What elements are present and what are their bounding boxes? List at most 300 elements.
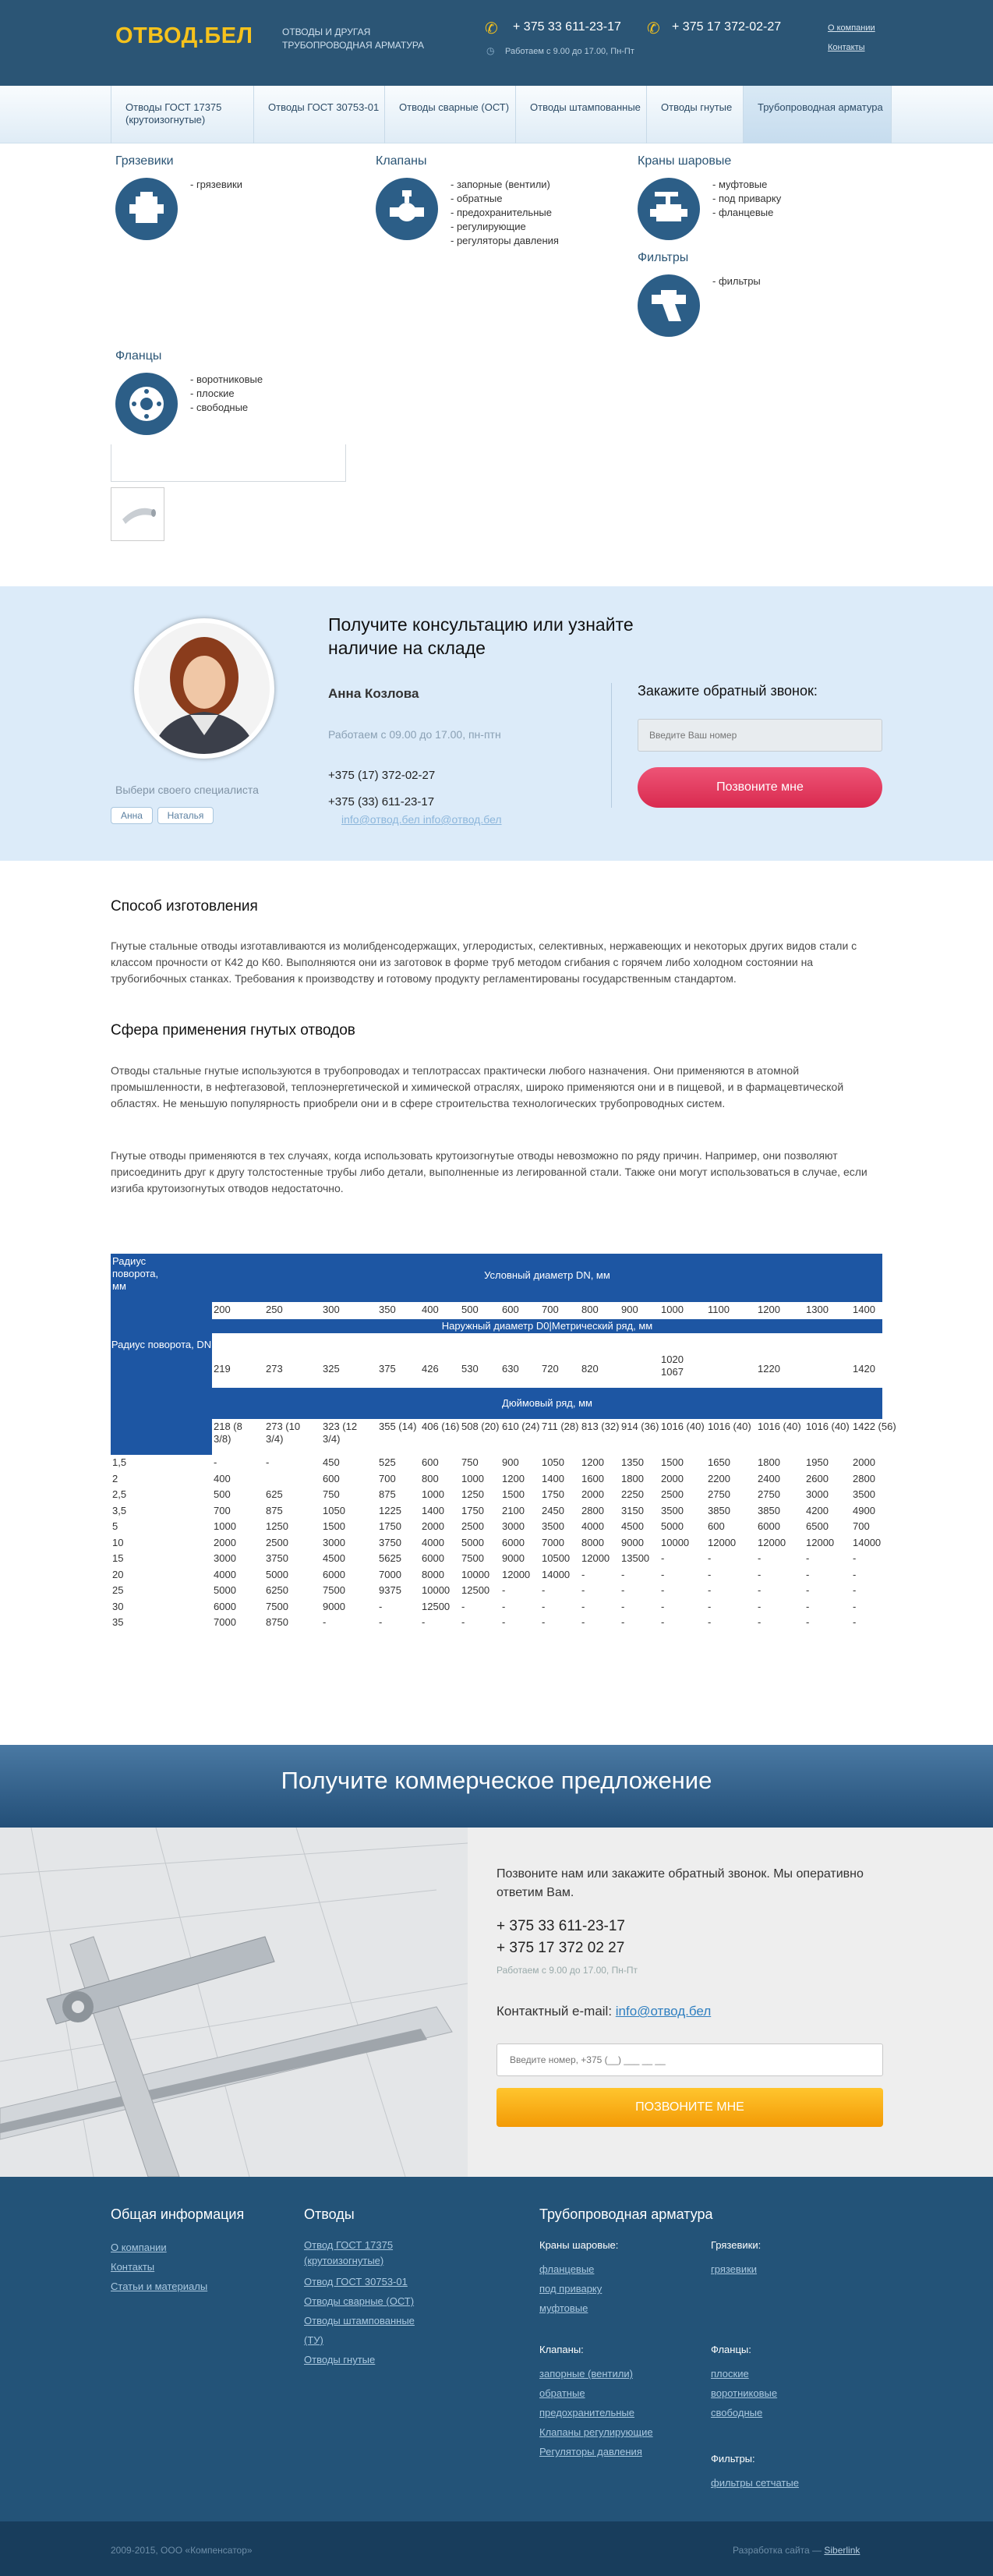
consult-title: Получите консультацию или узнайте наличие на складе bbox=[328, 614, 634, 658]
table-cell: - bbox=[581, 1616, 585, 1628]
table-cell: - bbox=[621, 1616, 625, 1628]
table-cell: 1400 bbox=[542, 1472, 564, 1484]
table-cell: 450 bbox=[323, 1456, 340, 1468]
table-cell: 273 (10 3/4) bbox=[266, 1421, 301, 1445]
paragraph: Гнутые отводы применяются в тех случаях, когда использовать крутоизогнутые отводы невозможно по ряду причин. Например, они позволяют присоединить друг к другу толстостенные трубы либо детали, выполненные из легированной стали. Также они могут использоваться в случае, если изгиба крутоизогнутых отводов недостаточно. bbox=[111, 1149, 868, 1194]
table-cell: 2800 bbox=[581, 1504, 604, 1516]
footer-title-elbows: Отводы bbox=[304, 2206, 355, 2222]
table-cell: 3500 bbox=[542, 1520, 564, 1532]
table-cell: 14000 bbox=[542, 1568, 571, 1580]
table-cell: - bbox=[661, 1584, 665, 1596]
table-cell: - bbox=[806, 1584, 810, 1596]
table-cell: 325 bbox=[323, 1363, 340, 1375]
cat-list-flanges bbox=[190, 373, 263, 415]
table-cell: 625 bbox=[266, 1488, 283, 1500]
table-cell: - bbox=[379, 1600, 383, 1612]
table-cell: 350 bbox=[379, 1304, 396, 1315]
table-cell: 1300 bbox=[806, 1304, 829, 1315]
table-cell: - bbox=[853, 1600, 857, 1612]
table-cell: 1950 bbox=[806, 1456, 829, 1468]
footer-link[interactable]: Отводы гнутые bbox=[304, 2354, 376, 2365]
table-cell: 406 (16) bbox=[422, 1421, 460, 1432]
list-item[interactable]: - муфтовые bbox=[712, 179, 768, 190]
table-cell: - bbox=[758, 1600, 762, 1612]
footer-title-fittings: Трубопроводная арматура bbox=[539, 2206, 713, 2222]
footer-subtitle: Клапаны: bbox=[539, 2344, 584, 2355]
footer-link[interactable]: О компании bbox=[111, 2242, 167, 2253]
header-phone-2[interactable]: + 375 17 372-02-27 bbox=[672, 20, 782, 34]
table-cell: 720 bbox=[542, 1363, 559, 1375]
table-cell: 1750 bbox=[461, 1504, 484, 1516]
table-header-outer: Наружный диаметр D0|Метрический ряд, мм bbox=[212, 1319, 882, 1333]
table-cell: - bbox=[581, 1600, 585, 1612]
table-cell: 3750 bbox=[266, 1552, 288, 1564]
table-cell: 12000 bbox=[758, 1536, 786, 1548]
table-cell: 2100 bbox=[502, 1504, 525, 1516]
paragraph: Гнутые стальные отводы изготавливаются из молибденсодержащих, углеродистых, селективных, нержавеющих и некоторых других видов стали с классом прочности от К42 до К60. Выполняются они из заготовок в форме труб методом сгибания с горячем либо холодном состоянии на трубогибочных станках. Требования к производству и готовому продукту регламентированы государственным стандартом. bbox=[111, 939, 857, 985]
table-cell: 7500 bbox=[461, 1552, 484, 1564]
table-cell: 1420 bbox=[853, 1363, 875, 1375]
table-cell: 3850 bbox=[758, 1504, 780, 1516]
table-cell: 1050 bbox=[323, 1504, 345, 1516]
table-cell: - bbox=[422, 1616, 426, 1628]
table-cell: 10 bbox=[112, 1536, 124, 1548]
nav-item-gost30753[interactable]: Отводы ГОСТ 30753-01 bbox=[254, 86, 385, 143]
table-cell: 25 bbox=[112, 1584, 124, 1596]
cat-title-valves[interactable]: Клапаны bbox=[376, 154, 427, 168]
footer-link[interactable]: плоские bbox=[711, 2368, 749, 2380]
specialist-name: Анна Козлова bbox=[328, 686, 419, 701]
cat-list-filters bbox=[712, 274, 761, 288]
offer-title: Получите коммерческое предложение bbox=[281, 1767, 712, 1794]
table-cell: 1016 (40) bbox=[661, 1421, 705, 1432]
table-cell: - bbox=[621, 1600, 625, 1612]
table-cell: 1020 1067 bbox=[661, 1353, 684, 1378]
table-cell: 4900 bbox=[853, 1504, 875, 1516]
header-hours: Работаем с 9.00 до 17.00, Пн-Пт bbox=[505, 47, 634, 56]
table-cell: - bbox=[661, 1616, 665, 1628]
logo[interactable]: ОТВОД.БЕЛ bbox=[115, 23, 253, 48]
table-cell: 5625 bbox=[379, 1552, 401, 1564]
table-cell: 3150 bbox=[621, 1504, 644, 1516]
paragraph: Отводы стальные гнутые используются в трубопроводах и теплотрассах практически любого назначения. Они применяются в атомной промышленности, в нефтегазовой, теплоэнергетической и химической отраслях, широко применяются они и в пищевой, и в фармацевтической областях. Не меньшую популярность приобрели они и в сфере строительства технологических трубопроводных систем. bbox=[111, 1064, 844, 1109]
table-cell: 10000 bbox=[422, 1584, 451, 1596]
table-cell: 820 bbox=[581, 1363, 599, 1375]
table-cell: 875 bbox=[266, 1504, 283, 1516]
table-header-inch: Дюймовый ряд, мм bbox=[212, 1388, 882, 1419]
tagline: ОТВОДЫ И ДРУГАЯ ТРУБОПРОВОДНАЯ АРМАТУРА bbox=[282, 27, 425, 51]
table-cell: 12000 bbox=[581, 1552, 610, 1564]
table-cell: 4000 bbox=[581, 1520, 604, 1532]
table-header-radius: Радиус поворота, мм bbox=[111, 1254, 160, 1294]
table-cell: 2750 bbox=[758, 1488, 780, 1500]
table-cell: 3850 bbox=[708, 1504, 730, 1516]
dirt-trap-icon[interactable] bbox=[115, 178, 178, 240]
specialist-phone-1[interactable]: +375 (17) 372-02-27 bbox=[328, 769, 436, 782]
table-cell: 5 bbox=[112, 1520, 118, 1532]
offer-phone-1[interactable]: + 375 33 611-23-17 bbox=[497, 1918, 625, 1934]
footer-link[interactable]: предохранительные bbox=[539, 2407, 635, 2419]
table-cell: 6000 bbox=[422, 1552, 444, 1564]
table-cell: 9375 bbox=[379, 1584, 401, 1596]
table-cell: 1,5 bbox=[112, 1456, 127, 1468]
table-cell: 9000 bbox=[621, 1536, 644, 1548]
table-cell: 2000 bbox=[581, 1488, 604, 1500]
footer bbox=[0, 2177, 993, 2521]
table-cell: 2500 bbox=[661, 1488, 684, 1500]
table-cell: 1200 bbox=[581, 1456, 604, 1468]
footer-title-general: Общая информация bbox=[111, 2206, 245, 2222]
table-cell: - bbox=[853, 1552, 857, 1564]
flange-icon[interactable] bbox=[115, 373, 178, 435]
list-item[interactable]: - регуляторы давления bbox=[451, 235, 559, 246]
table-cell: - bbox=[806, 1600, 810, 1612]
table-cell: 2000 bbox=[853, 1456, 875, 1468]
table-cell: 1750 bbox=[542, 1488, 564, 1500]
footer-links-filters bbox=[711, 2473, 799, 2493]
product-image-frame bbox=[111, 444, 346, 482]
table-cell: 5000 bbox=[461, 1536, 484, 1548]
table-cell: 12500 bbox=[422, 1600, 451, 1612]
table-cell: 12000 bbox=[806, 1536, 835, 1548]
table-cell: - bbox=[758, 1552, 762, 1564]
table-cell: 1500 bbox=[502, 1488, 525, 1500]
table-cell: 20 bbox=[112, 1568, 124, 1580]
offer-call-button[interactable]: ПОЗВОНИТЕ МНЕ bbox=[497, 2088, 883, 2127]
copyright: 2009-2015, ООО «Компенсатор» bbox=[111, 2545, 253, 2556]
table-cell: 2750 bbox=[708, 1488, 730, 1500]
header-phone-1[interactable]: + 375 33 611-23-17 bbox=[513, 20, 621, 34]
filter-icon[interactable] bbox=[638, 274, 700, 337]
table-cell: - bbox=[214, 1456, 217, 1468]
table-cell: 1250 bbox=[461, 1488, 484, 1500]
table-cell: - bbox=[581, 1584, 585, 1596]
choose-specialist-label: Выбери своего специалиста bbox=[115, 784, 259, 796]
table-cell: 3,5 bbox=[112, 1504, 127, 1516]
table-cell: 2200 bbox=[708, 1472, 730, 1484]
specialist-photo bbox=[134, 618, 274, 759]
table-cell: 6000 bbox=[758, 1520, 780, 1532]
nav-item-stamped[interactable]: Отводы штампованные bbox=[516, 86, 647, 143]
table-cell: 10000 bbox=[661, 1536, 690, 1548]
phone-icon: ✆ bbox=[647, 20, 660, 37]
table-cell: 9000 bbox=[323, 1600, 345, 1612]
nav-item-bent[interactable]: Отводы гнутые bbox=[647, 86, 744, 143]
table-cell: 1016 (40) bbox=[758, 1421, 801, 1432]
table-cell: 600 bbox=[323, 1472, 340, 1484]
table-cell: 200 bbox=[214, 1304, 231, 1315]
table-header-radius-dn: Радиус поворота, DN bbox=[111, 1339, 212, 1350]
table-cell: 610 (24) bbox=[502, 1421, 540, 1432]
list-item[interactable]: - обратные bbox=[451, 193, 503, 204]
nav-item-gost17375[interactable]: Отводы ГОСТ 17375 (крутоизогнутые) bbox=[111, 86, 254, 143]
table-cell: 35 bbox=[112, 1616, 124, 1628]
table-cell: - bbox=[542, 1600, 546, 1612]
table-cell: 600 bbox=[502, 1304, 519, 1315]
specialist-email[interactable]: info@отвод.бел info@отвод.бел bbox=[341, 813, 502, 826]
table-cell: - bbox=[853, 1616, 857, 1628]
table-cell: 4000 bbox=[422, 1536, 444, 1548]
table-cell: 700 bbox=[214, 1504, 231, 1516]
table-cell: 355 (14) bbox=[379, 1421, 417, 1432]
table-cell: 7000 bbox=[379, 1568, 401, 1580]
table-cell: - bbox=[758, 1616, 762, 1628]
table-cell: 2 bbox=[112, 1472, 118, 1484]
ball-valve-icon[interactable] bbox=[638, 178, 700, 240]
table-cell: 530 bbox=[461, 1363, 479, 1375]
section-title-application: Сфера применения гнутых отводов bbox=[111, 1022, 355, 1039]
table-cell: - bbox=[708, 1568, 712, 1580]
table-cell: 1422 (56) bbox=[853, 1421, 896, 1432]
table-cell: - bbox=[621, 1568, 625, 1580]
list-item[interactable]: - фильтры bbox=[712, 275, 761, 287]
cat-list-dirt-traps bbox=[190, 178, 242, 192]
table-cell: - bbox=[806, 1616, 810, 1628]
specialist-phone-2[interactable]: +375 (33) 611-23-17 bbox=[328, 795, 435, 809]
table-cell: 1100 bbox=[708, 1304, 730, 1315]
clock-icon: ◷ bbox=[486, 45, 495, 56]
table-cell: 6000 bbox=[502, 1536, 525, 1548]
table-cell: 1650 bbox=[708, 1456, 730, 1468]
table-cell: - bbox=[853, 1568, 857, 1580]
table-cell: 1400 bbox=[853, 1304, 875, 1315]
offer-email-label: Контактный e-mail: bbox=[497, 2004, 616, 2019]
table-cell: - bbox=[502, 1584, 506, 1596]
list-item[interactable]: - грязевики bbox=[190, 179, 242, 190]
specialist-tab-natalya[interactable]: Наталья bbox=[157, 807, 214, 824]
footer-link[interactable]: муфтовые bbox=[539, 2302, 588, 2314]
table-cell: 1016 (40) bbox=[806, 1421, 850, 1432]
table-cell: 914 (36) bbox=[621, 1421, 659, 1432]
table-cell: 875 bbox=[379, 1488, 396, 1500]
table-cell: 6250 bbox=[266, 1584, 288, 1596]
table-cell: 1800 bbox=[621, 1472, 644, 1484]
cat-list-ball-valves bbox=[712, 178, 781, 220]
list-item[interactable]: - фланцевые bbox=[712, 207, 774, 218]
table-cell: 813 (32) bbox=[581, 1421, 620, 1432]
table-cell: 700 bbox=[853, 1520, 870, 1532]
list-item[interactable]: - плоские bbox=[190, 387, 235, 399]
table-cell: - bbox=[806, 1552, 810, 1564]
table-cell: 750 bbox=[323, 1488, 340, 1500]
table-cell: - bbox=[806, 1568, 810, 1580]
footer-link[interactable]: запорные (вентили) bbox=[539, 2368, 633, 2380]
footer-link[interactable]: грязевики bbox=[711, 2263, 758, 2275]
table-cell: 1250 bbox=[266, 1520, 288, 1532]
table-cell: 3000 bbox=[806, 1488, 829, 1500]
table-cell: 12000 bbox=[502, 1568, 531, 1580]
table-cell: 5000 bbox=[214, 1584, 236, 1596]
table-cell: 9000 bbox=[502, 1552, 525, 1564]
list-item[interactable]: - регулирующие bbox=[451, 221, 526, 232]
table-cell: 1800 bbox=[758, 1456, 780, 1468]
table-cell: 12500 bbox=[461, 1584, 490, 1596]
table-cell: - bbox=[379, 1616, 383, 1628]
callback-button[interactable]: Позвоните мне bbox=[638, 767, 882, 808]
table-cell: 3000 bbox=[214, 1552, 236, 1564]
table-cell: 600 bbox=[708, 1520, 725, 1532]
table-cell: 800 bbox=[422, 1472, 439, 1484]
table-cell: 1050 bbox=[542, 1456, 564, 1468]
top-links bbox=[828, 19, 875, 58]
table-cell: - bbox=[542, 1584, 546, 1596]
table-cell: 1200 bbox=[502, 1472, 525, 1484]
table-cell: 7000 bbox=[542, 1536, 564, 1548]
table-cell: - bbox=[461, 1616, 465, 1628]
table-cell: 30 bbox=[112, 1600, 124, 1612]
table-cell: 7500 bbox=[323, 1584, 345, 1596]
divider bbox=[611, 683, 612, 808]
footer-links-flanges bbox=[711, 2364, 777, 2422]
nav-item-welded[interactable]: Отводы сварные (ОСТ) bbox=[385, 86, 516, 143]
table-cell: 2000 bbox=[214, 1536, 236, 1548]
footer-link[interactable]: Отводы штампованные (ТУ) bbox=[304, 2315, 415, 2346]
footer-subtitle: Грязевики: bbox=[711, 2239, 762, 2251]
footer-links-elbows bbox=[304, 2238, 436, 2369]
table-cell: 219 bbox=[214, 1363, 231, 1375]
table-cell: 525 bbox=[379, 1456, 396, 1468]
table-cell: 300 bbox=[323, 1304, 340, 1315]
developer-link[interactable]: Siberlink bbox=[824, 2545, 860, 2556]
table-cell: 1200 bbox=[758, 1304, 780, 1315]
table-cell: 3000 bbox=[323, 1536, 345, 1548]
valve-icon[interactable] bbox=[376, 178, 438, 240]
link-contacts[interactable]: Контакты bbox=[828, 43, 865, 52]
table-cell: 8000 bbox=[581, 1536, 604, 1548]
table-cell: 5000 bbox=[661, 1520, 684, 1532]
table-cell: 4500 bbox=[621, 1520, 644, 1532]
table-cell: 375 bbox=[379, 1363, 396, 1375]
table-cell: 8000 bbox=[422, 1568, 444, 1580]
table-cell: 2000 bbox=[422, 1520, 444, 1532]
table-cell: 1000 bbox=[661, 1304, 684, 1315]
table-cell: 2500 bbox=[461, 1520, 484, 1532]
table-cell: 500 bbox=[214, 1488, 231, 1500]
offer-phone-2[interactable]: + 375 17 372 02 27 bbox=[497, 1940, 625, 1956]
list-item[interactable]: - запорные (вентили) bbox=[451, 179, 550, 190]
specialist-hours: Работаем с 09.00 до 17.00, пн-птн bbox=[328, 728, 501, 741]
table-cell: - bbox=[708, 1552, 712, 1564]
table-cell: 750 bbox=[461, 1456, 479, 1468]
table-cell: - bbox=[621, 1584, 625, 1596]
footer-link[interactable]: воротниковые bbox=[711, 2387, 778, 2399]
table-cell: 2500 bbox=[266, 1536, 288, 1548]
table-cell: 7500 bbox=[266, 1600, 288, 1612]
table-cell: 500 bbox=[461, 1304, 479, 1315]
list-item[interactable]: - воротниковые bbox=[190, 373, 263, 385]
table-cell: 3000 bbox=[502, 1520, 525, 1532]
footer-link[interactable]: фланцевые bbox=[539, 2263, 595, 2275]
table-cell: - bbox=[708, 1584, 712, 1596]
table-cell: 4500 bbox=[323, 1552, 345, 1564]
footer-link[interactable]: Клапаны регулирующие bbox=[539, 2426, 653, 2438]
table-cell: - bbox=[708, 1600, 712, 1612]
footer-link[interactable]: Отвод ГОСТ 17375 (крутоизогнутые) bbox=[304, 2239, 394, 2266]
footer-link[interactable]: Регуляторы давления bbox=[539, 2446, 642, 2457]
table-cell: 1400 bbox=[422, 1504, 444, 1516]
table-cell: 400 bbox=[422, 1304, 439, 1315]
offer-phone-input[interactable] bbox=[497, 2043, 883, 2076]
table-cell: - bbox=[661, 1568, 665, 1580]
drafting-tools-illustration bbox=[0, 1828, 468, 2177]
table-cell: 6000 bbox=[323, 1568, 345, 1580]
table-cell: 3500 bbox=[661, 1504, 684, 1516]
section-title-manufacturing: Способ изготовления bbox=[111, 898, 258, 915]
footer-link[interactable]: Отводы сварные (ОСТ) bbox=[304, 2295, 415, 2307]
table-cell: 800 bbox=[581, 1304, 599, 1315]
table-cell: 1016 (40) bbox=[708, 1421, 751, 1432]
cat-title-dirt-traps[interactable]: Грязевики bbox=[115, 154, 174, 168]
table-cell: 2,5 bbox=[112, 1488, 127, 1500]
specialist-tab-anna[interactable]: Анна bbox=[111, 807, 153, 824]
cat-title-filters[interactable]: Фильтры bbox=[638, 251, 689, 264]
offer-email-link[interactable]: info@отвод.бел bbox=[615, 2004, 712, 2019]
cat-title-flanges[interactable]: Фланцы bbox=[115, 349, 162, 363]
nav-item-pipeline-fittings[interactable]: Трубопроводная арматура bbox=[744, 86, 892, 143]
footer-links-dirt-traps bbox=[711, 2259, 757, 2279]
table-cell: 1000 bbox=[422, 1488, 444, 1500]
footer-link[interactable]: Контакты bbox=[111, 2261, 155, 2273]
table-cell: 273 bbox=[266, 1363, 283, 1375]
table-cell: 900 bbox=[502, 1456, 519, 1468]
table-cell: 218 (8 3/8) bbox=[214, 1421, 242, 1445]
callback-phone-input[interactable] bbox=[638, 719, 882, 752]
footer-link[interactable]: фильтры сетчатые bbox=[711, 2477, 799, 2489]
product-thumbnail[interactable] bbox=[111, 487, 164, 541]
footer-subtitle: Краны шаровые: bbox=[539, 2239, 619, 2251]
table-cell: 900 bbox=[621, 1304, 638, 1315]
table-cell: 2400 bbox=[758, 1472, 780, 1484]
list-item[interactable]: - свободные bbox=[190, 402, 249, 413]
table-cell: 1225 bbox=[379, 1504, 401, 1516]
table-cell: 4200 bbox=[806, 1504, 829, 1516]
table-cell: - bbox=[661, 1600, 665, 1612]
table-cell: 711 (28) bbox=[542, 1421, 579, 1432]
footer-links-general bbox=[111, 2238, 207, 2296]
table-cell: - bbox=[758, 1568, 762, 1580]
footer-link[interactable]: Отвод ГОСТ 30753-01 bbox=[304, 2276, 408, 2288]
phone-icon: ✆ bbox=[485, 20, 498, 37]
table-cell: 700 bbox=[379, 1472, 396, 1484]
footer-links-ball-valves bbox=[539, 2259, 602, 2318]
table-cell: 1750 bbox=[379, 1520, 401, 1532]
footer-link[interactable]: свободные bbox=[711, 2407, 763, 2419]
footer-link[interactable]: Статьи и материалы bbox=[111, 2281, 208, 2292]
table-cell: 2600 bbox=[806, 1472, 829, 1484]
table-cell: 1000 bbox=[461, 1472, 484, 1484]
list-item[interactable]: - предохранительные bbox=[451, 207, 552, 218]
table-cell: 600 bbox=[422, 1456, 439, 1468]
table-header-nominal: Условный диаметр DN, мм bbox=[484, 1269, 610, 1281]
link-about[interactable]: О компании bbox=[828, 23, 875, 33]
table-cell: 3500 bbox=[853, 1488, 875, 1500]
table-cell: 1220 bbox=[758, 1363, 780, 1375]
footer-link[interactable]: под приварку bbox=[539, 2283, 603, 2295]
cat-title-ball-valves[interactable]: Краны шаровые bbox=[638, 154, 732, 168]
list-item[interactable]: - под приварку bbox=[712, 193, 782, 204]
table-cell: 6500 bbox=[806, 1520, 829, 1532]
table-cell: 630 bbox=[502, 1363, 519, 1375]
table-cell: 8750 bbox=[266, 1616, 288, 1628]
table-cell: 250 bbox=[266, 1304, 283, 1315]
table-cell: 1500 bbox=[661, 1456, 684, 1468]
table-cell: 6000 bbox=[214, 1600, 236, 1612]
table-cell: - bbox=[502, 1600, 506, 1612]
developer-credit bbox=[733, 2545, 860, 2556]
footer-link[interactable]: обратные bbox=[539, 2387, 585, 2399]
table-cell: - bbox=[266, 1456, 270, 1468]
table-cell: 323 (12 3/4) bbox=[323, 1421, 358, 1445]
